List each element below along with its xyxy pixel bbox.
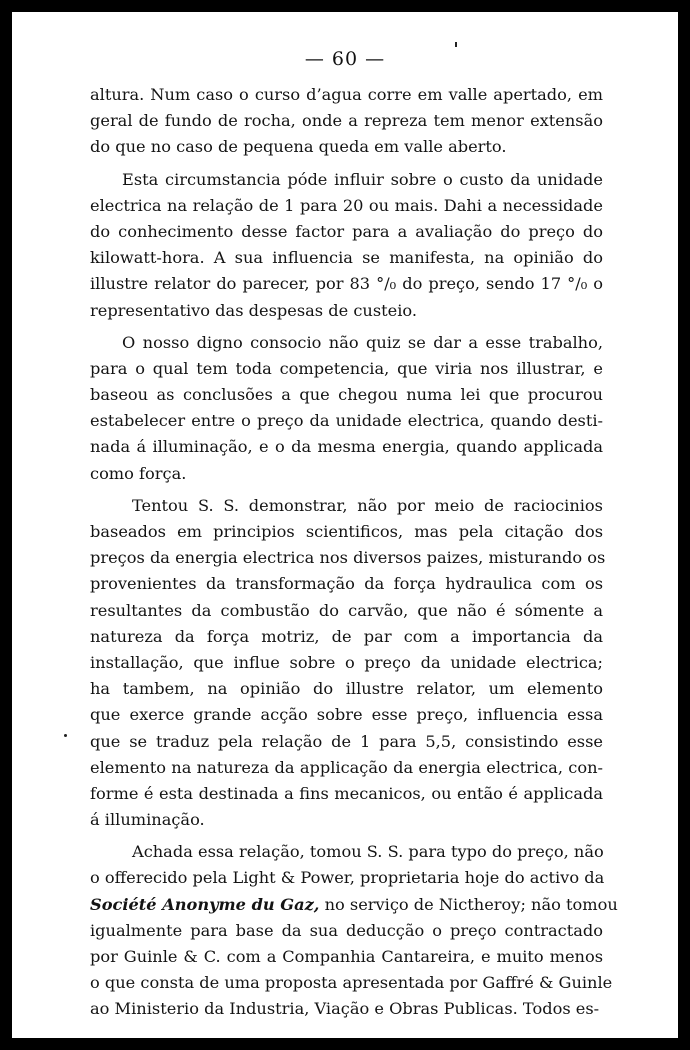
text-line: Esta circumstancia póde influir sobre o custo da unidade <box>122 169 603 189</box>
text-line: nada á illuminação, e o da mesma energia, quando applicada <box>90 437 603 457</box>
text-line: altura. Num caso o curso d’agua corre em valle apertado, em <box>90 85 603 104</box>
text-line: provenientes da transformação da força hydraulica com os <box>90 574 603 594</box>
text-line: por Guinle & C. com a Companhia Cantareira, e muito menos <box>90 947 603 966</box>
text-line: geral de fundo de rocha, onde a repreza tem menor extensão <box>90 111 603 131</box>
text-line: installação, que influe sobre o preço da unidade electrica; <box>90 652 603 672</box>
text-line: illustre relator do parecer, por 83 °/₀ do preço, sendo 17 °/₀ o <box>90 274 603 294</box>
text-line: ao Ministerio da Industria, Viação e Obras Publicas. Todos es- <box>90 999 600 1019</box>
text-line: como força. <box>90 463 187 483</box>
text-line: Tentou S. S. demonstrar, não por meio de raciocinios <box>132 495 603 515</box>
text-line: do que no caso de pequena queda em valle aberto. <box>90 137 507 157</box>
text-line: para o qual tem toda competencia, que viria nos illustrar, e <box>90 358 603 378</box>
body-text <box>90 82 618 1023</box>
text-line: que exerce grande acção sobre esse preço, influencia essa <box>90 705 603 725</box>
text-line: natureza da força motriz, de par com a importancia da <box>90 626 603 646</box>
text-line: elemento na natureza da applicação da energia electrica, con- <box>90 757 603 777</box>
text-line: ha tambem, na opinião do illustre relator, um elemento <box>90 679 603 699</box>
text-line: baseou as conclusões a que chegou numa lei que procurou <box>90 385 603 405</box>
text-line: preços da energia electrica nos diversos paizes, misturando os <box>90 548 606 568</box>
text-line: resultantes da combustão do carvão, que não é sómente a <box>90 600 603 620</box>
text-line: do conhecimento desse factor para a avaliação do preço do <box>90 221 603 241</box>
text-line: o offerecido pela Light & Power, proprietaria hoje do activo da <box>90 868 605 888</box>
text-line: Achada essa relação, tomou S. S. para typo do preço, não <box>132 842 604 862</box>
text-line: Société Anonyme du Gaz, no serviço de Nictheroy; não tomou <box>90 894 618 914</box>
text-line: á illuminação. <box>90 810 205 830</box>
text-line: estabelecer entre o preço da unidade electrica, quando desti- <box>90 411 603 431</box>
text-line: o que consta de uma proposta apresentada por Gaffré & Guinle <box>90 973 613 993</box>
company-name-italic: Société Anonyme du Gaz, <box>90 894 320 914</box>
text-line: que se traduz pela relação de 1 para 5,5, consistindo esse <box>90 731 603 751</box>
document-page <box>12 12 678 1038</box>
page-number: — 60 — <box>304 48 386 70</box>
ink-mark <box>455 42 457 47</box>
text-line: baseados em principios scientificos, mas pela citação dos <box>90 522 603 541</box>
text-line: forme é esta destinada a fins mecanicos, ou então é applicada <box>90 783 603 803</box>
text-line: electrica na relação de 1 para 20 ou mais. Dahi a necessidade <box>90 195 603 215</box>
text-line: igualmente para base da sua deducção o preço contractado <box>90 920 603 940</box>
ink-dot <box>64 734 67 737</box>
text-line: representativo das despesas de custeio. <box>90 300 418 320</box>
text-line: kilowatt-hora. A sua influencia se manifesta, na opinião do <box>90 248 603 268</box>
text-line: O nosso digno consocio não quiz se dar a esse trabalho, <box>122 332 603 352</box>
